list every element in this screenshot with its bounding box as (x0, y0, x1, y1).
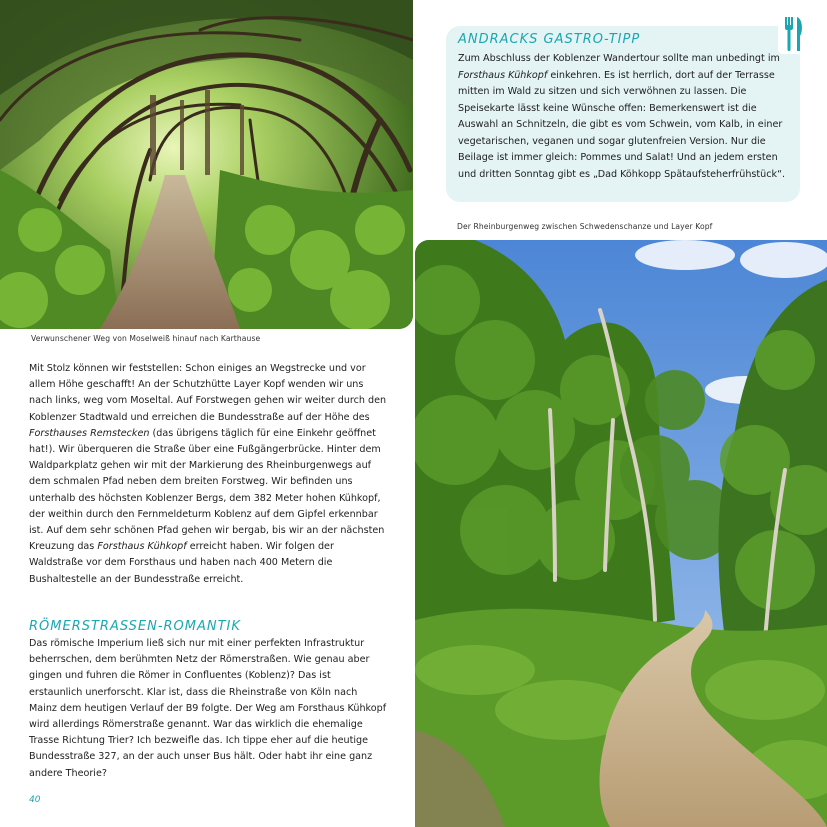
cutlery-icon (778, 14, 810, 54)
body-paragraph-2: Das römische Imperium ließ sich nur mit einer perfekten Infrastruktur beherrschen, dem berühmten Netz der Römerstraßen. Wie genau aber gingen und fuhren die Römer in Confluentes (Koblenz)? Das ist erstaunlich unerforscht. Klar ist, dass die Rheinstraße von Köln nach Mainz dem heutigen Verlauf der B9 folgte. Der Weg am Forsthaus Kühkopf wird allerdings Römerstraße genannt. War das wirklich die ehemalige Trasse Richtung Trier? Ich bezweifle das. Ich tippe eher auf die heutige Bundesstraße 327, an der auch unser Bus hält. Oder habt ihr eine ganz andere Theorie? (29, 638, 387, 779)
gastro-tip-text: Zum Abschluss der Koblenzer Wandertour sollte man unbedingt im Forsthaus Kühkopf einkehren. Es ist herrlich, dort auf der Terrasse mitten im Wald zu sitzen und sich verwöhnen zu lassen. Die Speisekarte lässt keine Wünsche offen: Bemerkenswert ist die Auswahl an Schnitzeln, die gibt es vom Schwein, vom Kalb, in einer vegetarischen, veganen und sogar glutenfreien Version. Nur die Beilage ist immer gleich: Pommes und Salat! Und an jedem ersten und dritten Sonntag gibt es „Dad Köhkopp Spätaufsteherfrühstück“. (458, 53, 786, 180)
top-photo-caption: Verwunschener Weg von Moselweiß hinauf nach Karthause (31, 334, 261, 343)
page-number: 40 (29, 795, 41, 805)
body-paragraph-1: Mit Stolz können wir feststellen: Schon einiges an Wegstrecke und vor allem Höhe geschafft! An der Schutzhütte Layer Kopf wenden wir uns nach links, weg vom Moseltal. Auf Forstwegen gehen wir weiter durch den Koblenzer Stadtwald und erreichen die Bundesstraße auf der Höhe des Forsthauses Remstecken (das übrigens täglich für eine Einkehr geöffnet hat!). Wir überqueren die Straße über eine Fußgängerbrücke. Hinter dem Waldparkplatz gehen wir mit der Markierung des Rheinburgenwegs auf dem schmalen Pfad neben dem breiten Forstweg. Wir befinden uns unterhalb des höchsten Koblenzer Bergs, dem 382 Meter hohen Kühkopf, der weithin durch den Fernmeldeturm Koblenz auf dem Gipfel erkennbar ist. Auf dem sehr schönen Pfad gehen wir bergab, bis wir an der nächsten Kreuzung das Forsthaus Kühkopf erreicht haben. Wir folgen der Waldstraße vor dem Forsthaus und haben nach 400 Metern die Bushaltestelle an der Bundesstraße erreicht. (29, 363, 387, 585)
gastro-tip-box (446, 26, 800, 202)
gravel-path-photo (415, 240, 827, 827)
right-photo-caption: Der Rheinburgenweg zwischen Schwedenschanze und Layer Kopf (457, 222, 713, 231)
section-heading-roemerstrassen: RÖMERSTRASSEN-ROMANTIK (29, 619, 241, 634)
forest-arch-photo (0, 0, 413, 329)
gastro-tip-title: ANDRACKS GASTRO-TIPP (458, 32, 641, 47)
